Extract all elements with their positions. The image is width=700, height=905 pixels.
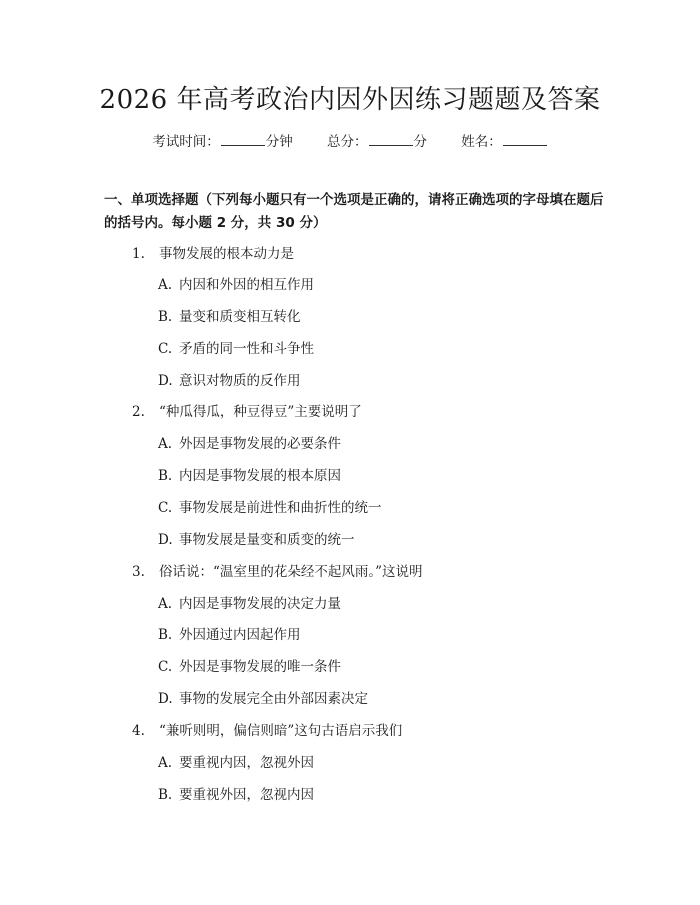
option-text: 外因是事物发展的必要条件	[179, 436, 341, 452]
option-text: 外因是事物发展的唯一条件	[179, 659, 341, 675]
student-name-label: 姓名：	[461, 134, 502, 150]
question-2-option-a	[158, 434, 341, 454]
question-text: “种瓜得瓜，种豆得豆”主要说明了	[159, 404, 362, 420]
question-3-option-b	[158, 625, 301, 645]
option-text: 外因通过内因起作用	[179, 627, 301, 643]
option-letter: B.	[158, 787, 173, 803]
question-text: “兼听则明，偏信则暗”这句古语启示我们	[159, 723, 403, 739]
option-text: 事物的发展完全由外部因素决定	[179, 691, 368, 707]
total-score-field	[327, 131, 427, 152]
question-2-option-b	[158, 466, 341, 486]
total-score-blank	[369, 131, 413, 146]
question-3-option-d	[158, 689, 368, 709]
option-letter: A.	[158, 596, 173, 612]
question-1-option-c	[158, 339, 314, 359]
option-letter: D.	[158, 691, 173, 707]
option-text: 矛盾的同一性和斗争性	[179, 341, 314, 357]
option-letter: C.	[158, 500, 173, 516]
document-title: 2026 年高考政治内因外因练习题题及答案	[99, 85, 601, 115]
option-text: 量变和质变相互转化	[179, 309, 301, 325]
question-1	[132, 244, 294, 264]
student-name-field	[461, 131, 548, 152]
question-4-option-b	[158, 785, 314, 805]
question-text: 事物发展的根本动力是	[159, 246, 294, 262]
question-2	[132, 402, 362, 422]
question-2-option-d	[158, 530, 355, 550]
option-text: 要重视外因，忽视内因	[179, 787, 314, 803]
option-letter: B.	[158, 468, 173, 484]
exam-time-blank	[221, 131, 265, 146]
option-text: 内因是事物发展的根本原因	[179, 468, 341, 484]
option-text: 要重视内因，忽视外因	[179, 755, 314, 771]
option-letter: A.	[158, 755, 173, 771]
exam-time-field	[152, 131, 293, 152]
option-text: 意识对物质的反作用	[179, 373, 301, 389]
option-letter: C.	[158, 659, 173, 675]
question-3-option-c	[158, 657, 341, 677]
question-number: 4.	[132, 723, 145, 739]
option-text: 内因是事物发展的决定力量	[179, 596, 341, 612]
student-name-blank	[503, 131, 547, 146]
option-letter: C.	[158, 341, 173, 357]
question-4-option-a	[158, 753, 314, 773]
option-text: 事物发展是前进性和曲折性的统一	[179, 500, 382, 516]
section-heading: 一、单项选择题（下列每小题只有一个选项是正确的，请将正确选项的字母填在题后的括号内。每小题 2 分，共 30 分）	[104, 192, 604, 231]
question-3	[132, 562, 423, 582]
total-score-label: 总分：	[327, 134, 368, 150]
option-text: 内因和外因的相互作用	[179, 277, 314, 293]
question-1-option-d	[158, 371, 301, 391]
question-1-option-b	[158, 307, 301, 327]
question-number: 1.	[132, 246, 145, 262]
question-3-option-a	[158, 594, 341, 614]
option-letter: A.	[158, 277, 173, 293]
option-letter: B.	[158, 309, 173, 325]
exam-time-label: 考试时间：	[152, 134, 220, 150]
question-1-option-a	[158, 275, 314, 295]
question-2-option-c	[158, 498, 382, 518]
exam-time-unit: 分钟	[265, 134, 293, 150]
question-text: 俗话说：“温室里的花朵经不起风雨。”这说明	[159, 564, 423, 580]
option-letter: D.	[158, 373, 173, 389]
exam-meta	[0, 131, 700, 152]
option-letter: B.	[158, 627, 173, 643]
option-text: 事物发展是量变和质变的统一	[179, 532, 355, 548]
question-number: 3.	[132, 564, 145, 580]
option-letter: A.	[158, 436, 173, 452]
question-number: 2.	[132, 404, 145, 420]
option-letter: D.	[158, 532, 173, 548]
question-4	[132, 721, 402, 741]
total-score-unit: 分	[413, 134, 427, 150]
